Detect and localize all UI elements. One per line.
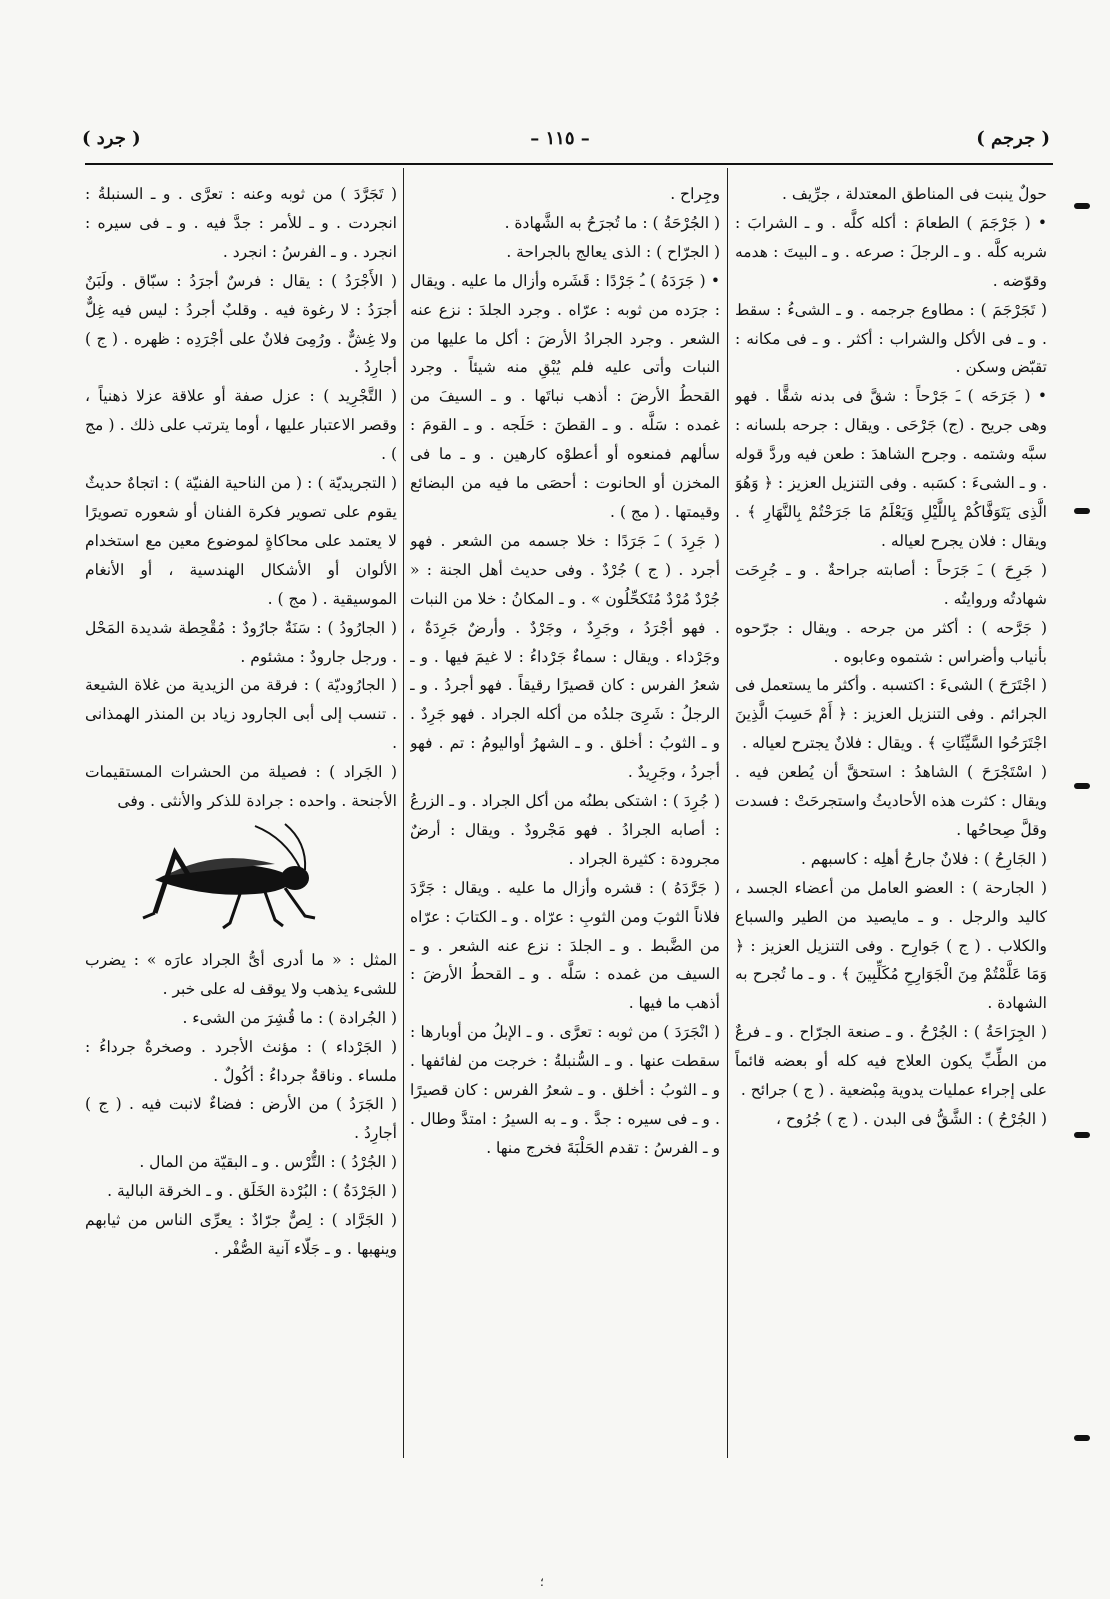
dictionary-entry: ( الجَرَدُ ) من الأرض : فضاءٌ لانبت فيه . ( ج ) أجارِدُ . (85, 1095, 397, 1143)
column-middle (410, 180, 720, 1550)
dictionary-entry: ( جُرِدَ ) : اشتكى بطنُه من أكل الجراد . و ـ الزرعُ : أصابه الجرادُ . فهو مَجْرودٌ . ويقال : أرضٌ مجرودة : كثيرة الجراد . (410, 792, 720, 868)
header-rule (85, 163, 1053, 165)
dictionary-entry: ( جَرِدَ ) ـَ جَرَدًا : خلا جسمه من الشعر . فهو أجرد . ( ج ) جُرْدٌ . وفى حديث أهل الجنة : « جُرْدٌ مُرْدٌ مُتَكحِّلُون » . و ـ المكانُ : خلا من النبات . فهو أجْرَدُ ، وجَرِدٌ ، وجَرْدٌ . وأرضٌ جَرِدَةٌ ، وجَرْداء . ويقال : سماءٌ جَرْداءُ : لا غيمَ فيها . و ـ شعرُ الفرس : كان قصيرًا رقيقاً . فهو أجردُ . و ـ الرجلُ : شَرِىَ جلدُه من أكله الجراد . فهو جَرِدٌ . و ـ الثوبُ : أخلق . و ـ الشهرُ أواليومُ : تم . فهو أجردُ ، وجَرِيدٌ . (410, 531, 720, 782)
margin-mark (1074, 508, 1090, 514)
dictionary-entry: ( الجرّاح ) : الذى يعالج بالجراحة . (506, 242, 720, 261)
margin-mark (1074, 783, 1090, 789)
margin-mark (1074, 1132, 1090, 1138)
dictionary-entry: • ( جَرْجَمَ ) الطعامَ : أكله كلَّه . و ـ الشرابَ : شربه كلَّه . و ـ الرجلَ : صرعه . و ـ البيتَ : هدمه وقوّضه . (735, 213, 1047, 290)
dictionary-entry: ( اجْتَرَحَ ) الشىءَ : اكتسبه . وأكثر ما يستعمل فى الجرائم . وفى التنزيل العزيز : ﴿ أَمْ حَسِبَ الَّذِينَ اجْتَرَحُوا السَّيِّئَاتِ ﴾ . ويقال : فلانٌ يجترح لعياله . (735, 676, 1047, 753)
dictionary-entry: ( الجِرَاحَةُ ) : الجُرْحُ . و ـ صنعة الجرّاح . و ـ فرعٌ من الطِّبِّ يكون العلاج فيه كله أو بعضه قائماً على إجراء عمليات يدوية مِبْضعية . ( ج ) جرائح . (735, 1023, 1047, 1100)
dictionary-entry: ( الجَرْداء ) : مؤنث الأجرد . وصخرةٌ جرداءُ : ملساء . وناقةٌ جرداءُ : أكُولٌ . (85, 1037, 397, 1085)
dictionary-entry: المثل : « ما أدرى أىُّ الجراد عارَه » : يضرب للشىء يذهب ولا يوقف له على خبر . (85, 950, 397, 998)
margin-mark (1074, 1435, 1090, 1441)
dictionary-entry: حولٌ ينبت فى المناطق المعتدلة ، جرِّيف . (782, 185, 1047, 203)
dictionary-entry: ( الجُرْحُ ) : الشَّقُّ فى البدن . ( ج ) جُرُوح ، (775, 1110, 1047, 1128)
page-number: – ١١٥ – (530, 128, 590, 149)
dictionary-entry: • ( جَرَدَهُ ) ـُ جَرْدًا : قَشَره وأزال ما عليه . ويقال : جرَده من ثوبه : عرّاه . وجرد الجلدَ : نزع عنه الشعر . وجرد الجرادُ الأرضَ : أكل ما عليها من النبات وأتى عليه فلم يُبْقِ منه شيئاً . وجرد القحطُ الأرضَ : أذهب نباتَها . و ـ السيفَ من غمده : سَلَّه . و ـ القطنَ : حَلَجه . و ـ القومَ : سألهم فمنعوه أو أعطوْه كارهين . و ـ ما فى المخزن أو الحانوت : أحصَى ما فيه من البضائع وقيمتها . ( مج ) . (410, 271, 720, 521)
page-header (70, 128, 1050, 168)
dictionary-entry: ( جَرِحَ ) ـَ جَرَحاً : أصابته جراحةٌ . و ـ جُرِحَت شهادتُه وروايتُه . (735, 560, 1047, 608)
dictionary-entry: ( الجَرَّاد ) : لِصٌّ جرّادٌ : يعرِّى الناس من ثيابهم وينهبها . و ـ جَلّاء آنية الصُّفْر . (85, 1211, 397, 1258)
grasshopper-icon (135, 818, 325, 938)
column-left (85, 180, 397, 1550)
dictionary-entry: وجِراح . (670, 185, 720, 203)
dictionary-entry: ( الأَجْرَدُ ) : يقال : فرسٌ أجرَدُ : سبّاق . ولَبَنٌ أجرَدُ : لا رغوة فيه . وقلبٌ أجردُ : ليس فيه غِلٌّ ولا غِشٌّ . ورُمِىَ فلانٌ على أجْرَدِه : ظهره . ( ج ) أجارِدُ . (85, 271, 397, 377)
header-left-guideword: ( جرد ) (82, 128, 141, 149)
dictionary-entry: ( الجارحة ) : العضو العامل من أعضاء الجسد ، كاليد والرجل . و ـ مايصيد من الطير والسباع والكلاب . ( ج ) جَوارِح . وفى التنزيل العزيز : ﴿ وَمَا عَلَّمْتُمْ مِنَ الْجَوَارِحِ مُكَلِّبِينَ ﴾ . و ـ ما تُجرح به الشهادة . (735, 878, 1047, 1013)
column-divider-right (727, 168, 728, 1458)
dictionary-entry: ( الجَرْدَةُ ) : البُرْدة الخَلَق . و ـ الخرقة البالية . (107, 1182, 397, 1201)
column-divider-left (403, 168, 404, 1458)
dictionary-entry: ( الجارُودُ ) : سَنَةٌ جارُودٌ : مُقْحِطة شديدة المَحْل . ورجل جارودٌ : مشئوم . (85, 618, 397, 666)
dictionary-entry: ( الجارُوديّة ) : فرقة من الزيدية من غلاة الشيعة . تنسب إلى أبى الجارود زياد بن المنذر الهمذانى . (85, 676, 397, 753)
dictionary-entry: ( جَرَّدَهُ ) : قشره وأزال ما عليه . ويقال : جَرَّدَ فلاناً الثوبَ ومن الثوبِ : عرّاه . و ـ الكتابَ : عرّاه من الضَّبط . و ـ الجلدَ : نزع عنه الشعر . و ـ السيف من غمده : سَلَّه . و ـ القحطُ الأرضَ : أذهب ما فيها . (410, 878, 720, 1013)
header-right-guideword: ( جرجم ) (976, 128, 1050, 149)
dictionary-entry: ( الجَراد ) : فصيلة من الحشرات المستقيمات الأجنحة . واحده : جرادة للذكر والأنثى . وفى (85, 763, 397, 811)
dictionary-entry: ( جَرَّحه ) : أكثر من جرحه . ويقال : جرّحوه بأنياب وأضراس : شتموه وعابوه . (735, 618, 1047, 666)
footer-mark: ؛ (540, 1575, 544, 1589)
dictionary-entry: ( اسْتَجْرَحَ ) الشاهدُ : استحقَّ أن يُطعن فيه . ويقال : كثرت هذه الأحاديثُ واستجرحَتْ : فسدت وقلَّ صِحاحُها . (735, 763, 1047, 839)
dictionary-entry: ( الجُرْحَةُ ) : ما تُجرَحُ به الشَّهادة . (504, 213, 720, 232)
column-right (735, 180, 1047, 1550)
grasshopper-figure (85, 818, 397, 940)
dictionary-entry: ( انْجَرَدَ ) من ثوبه : تعرَّى . و ـ الإبلُ من أوبارها : سقطت عنها . و ـ السُّنبلةُ : خرجت من لفائفها . و ـ الثوبُ : أخلق . و ـ شعرُ الفرس : كان قصيرًا . و ـ فى سيره : جدَّ . و ـ به السيرُ : امتدَّ وطال . و ـ الفرسُ : تقدم الحَلْبَةَ فخرج منها . (410, 1023, 720, 1157)
dictionary-entry: ( تَجَرَّدَ ) من ثوبه وعنه : تعرَّى . و ـ السنبلةُ : انجردت . و ـ للأمر : جدَّ فيه . و ـ فى سيره : انجرد . و ـ الفرسُ : انجرد . (85, 185, 397, 261)
dictionary-entry: ( تَجَرْجَمَ ) : مطاوع جرجمه . و ـ الشىءُ : سقط . و ـ فى الأكل والشراب : أكثر . و ـ فى مكانه : تقبّض وسكن . (735, 300, 1047, 377)
dictionary-entry: ( الجُرادة ) : ما قُشِرَ من الشىء . (182, 1008, 397, 1027)
dictionary-entry: ( التجريديّة ) : ( من الناحية الفنيّة ) : اتجاهٌ حديثٌ يقوم على تصوير فكرة الفنان أو شعوره تصويرًا لا يعتمد على محاكاةٍ لموضوع معين مع استخدام الألوان أو الأشكال الهندسية ، أو الأنغام الموسيقية . ( مج ) . (85, 474, 397, 608)
margin-mark (1074, 203, 1090, 209)
dictionary-entry: ( الجَارِحُ ) : فلانٌ جارحُ أهلِه : كاسبهم . (800, 849, 1047, 868)
dictionary-entry: • ( جَرَحَه ) ـَ جَرْحاً : شقَّ فى بدنه شقًّا . فهو وهى جريح . (ج) جَرْحَى . ويقال : جرحه بلسانه : سبَّه وشتمه . وجرح الشاهدَ : طعن فيه وردَّ قوله . و ـ الشىءَ : كسَبه . وفى التنزيل العزيز : ﴿ وَهُوَ الَّذِى يَتَوَفَّاكُمْ بِاللَّيْلِ وَيَعْلَمُ مَا جَرَحْتُمْ بِالنَّهَارِ ﴾ . ويقال : فلان يجرح لعياله . (735, 387, 1047, 550)
dictionary-entry: ( الجُرْدُ ) : التُّرْس . و ـ البقيّة من المال . (139, 1153, 397, 1172)
dictionary-entry: ( التَّجْرِيد ) : عزل صفة أو علاقة عزلا ذهنياً ، وقصر الاعتبار عليها ، أوما يترتب على ذلك . ( مج ) . (85, 387, 397, 464)
